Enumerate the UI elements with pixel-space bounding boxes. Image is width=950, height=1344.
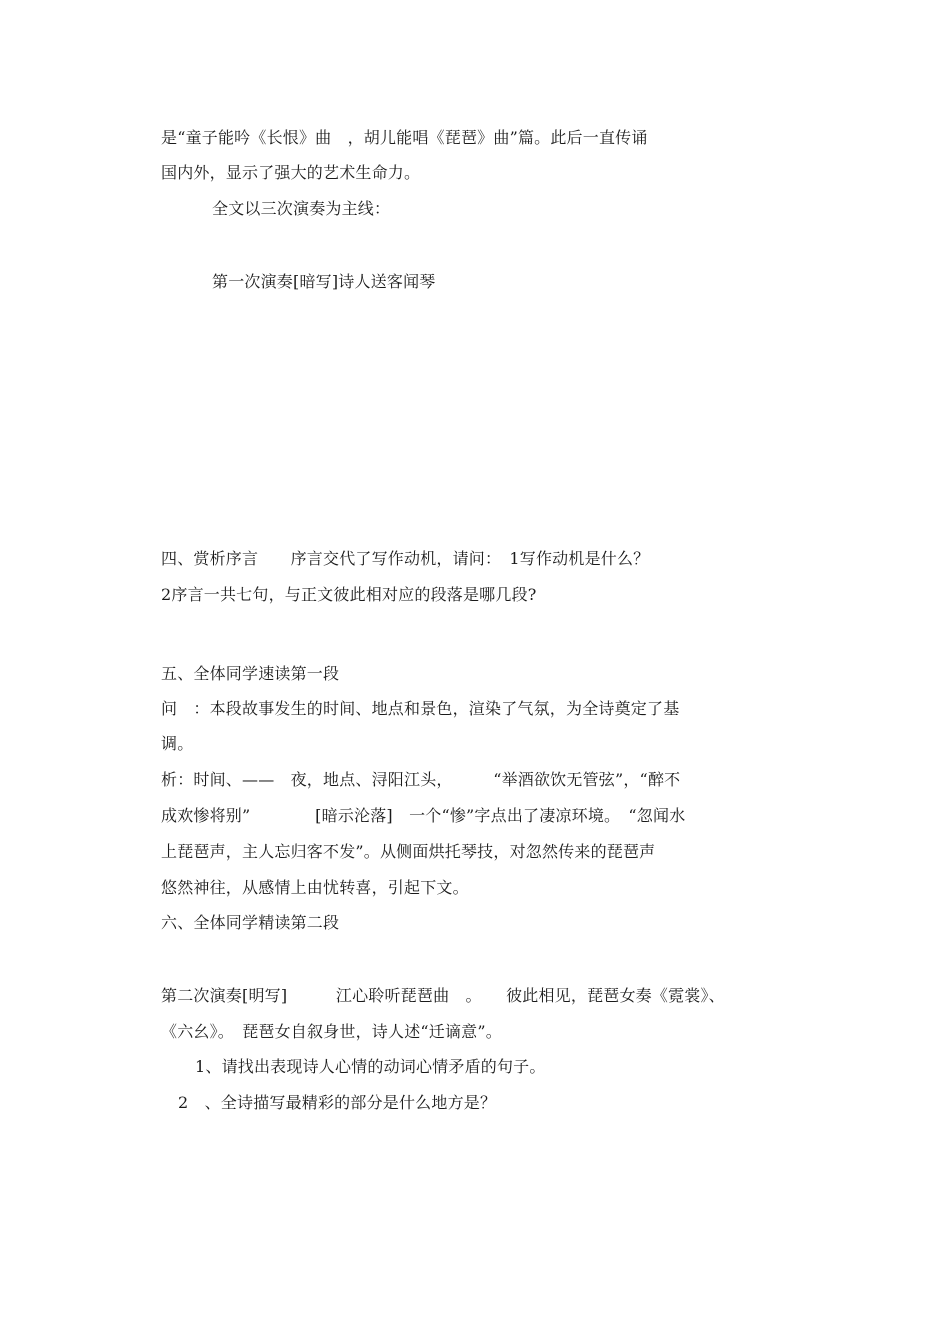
text-line: 2序言一共七句，与正文彼此相对应的段落是哪几段? [161, 585, 537, 604]
section-heading: 四、赏析序言 序言交代了写作动机，请问： 1写作动机是什么？ [161, 549, 650, 568]
text-line: 析：时间、—— 夜，地点、浔阳江头， “举酒欲饮无管弦”，“醉不 [161, 770, 681, 789]
section-heading: 六、全体同学精读第二段 [161, 913, 340, 932]
question-line: 2 、全诗描写最精彩的部分是什么地方是？ [178, 1093, 497, 1112]
text-line: 第二次演奏[明写] 江心聆听琵琶曲 。 彼此相见，琵琶女奏《霓裳》、 [161, 986, 725, 1005]
text-line: 全文以三次演奏为主线： [212, 199, 391, 218]
text-line: 悠然神往，从感情上由忧转喜，引起下文。 [161, 878, 469, 897]
text-line: 问 ：本段故事发生的时间、地点和景色，渲染了气氛，为全诗奠定了基 [161, 699, 680, 718]
text-line: 国内外，显示了强大的艺术生命力。 [161, 163, 421, 182]
text-line: 是“童子能吟《长恨》曲 ，胡儿能唱《琵琶》曲”篇。此后一直传诵 [161, 128, 648, 147]
text-line: 《六幺》。 琵琶女自叙身世，诗人述“迁谪意”。 [161, 1022, 502, 1041]
text-line: 调。 [161, 734, 194, 753]
text-line: 第一次演奏[暗写]诗人送客闻琴 [212, 272, 436, 291]
text-line: 上琵琶声，主人忘归客不发”。从侧面烘托琴技，对忽然传来的琵琶声 [161, 842, 656, 861]
question-line: 1、请找出表现诗人心情的动词心情矛盾的句子。 [195, 1057, 546, 1076]
text-line: 成欢惨将别” [暗示沦落] 一个“惨”字点出了凄凉环境。 “忽闻水 [161, 806, 686, 825]
section-heading: 五、全体同学速读第一段 [161, 664, 340, 683]
